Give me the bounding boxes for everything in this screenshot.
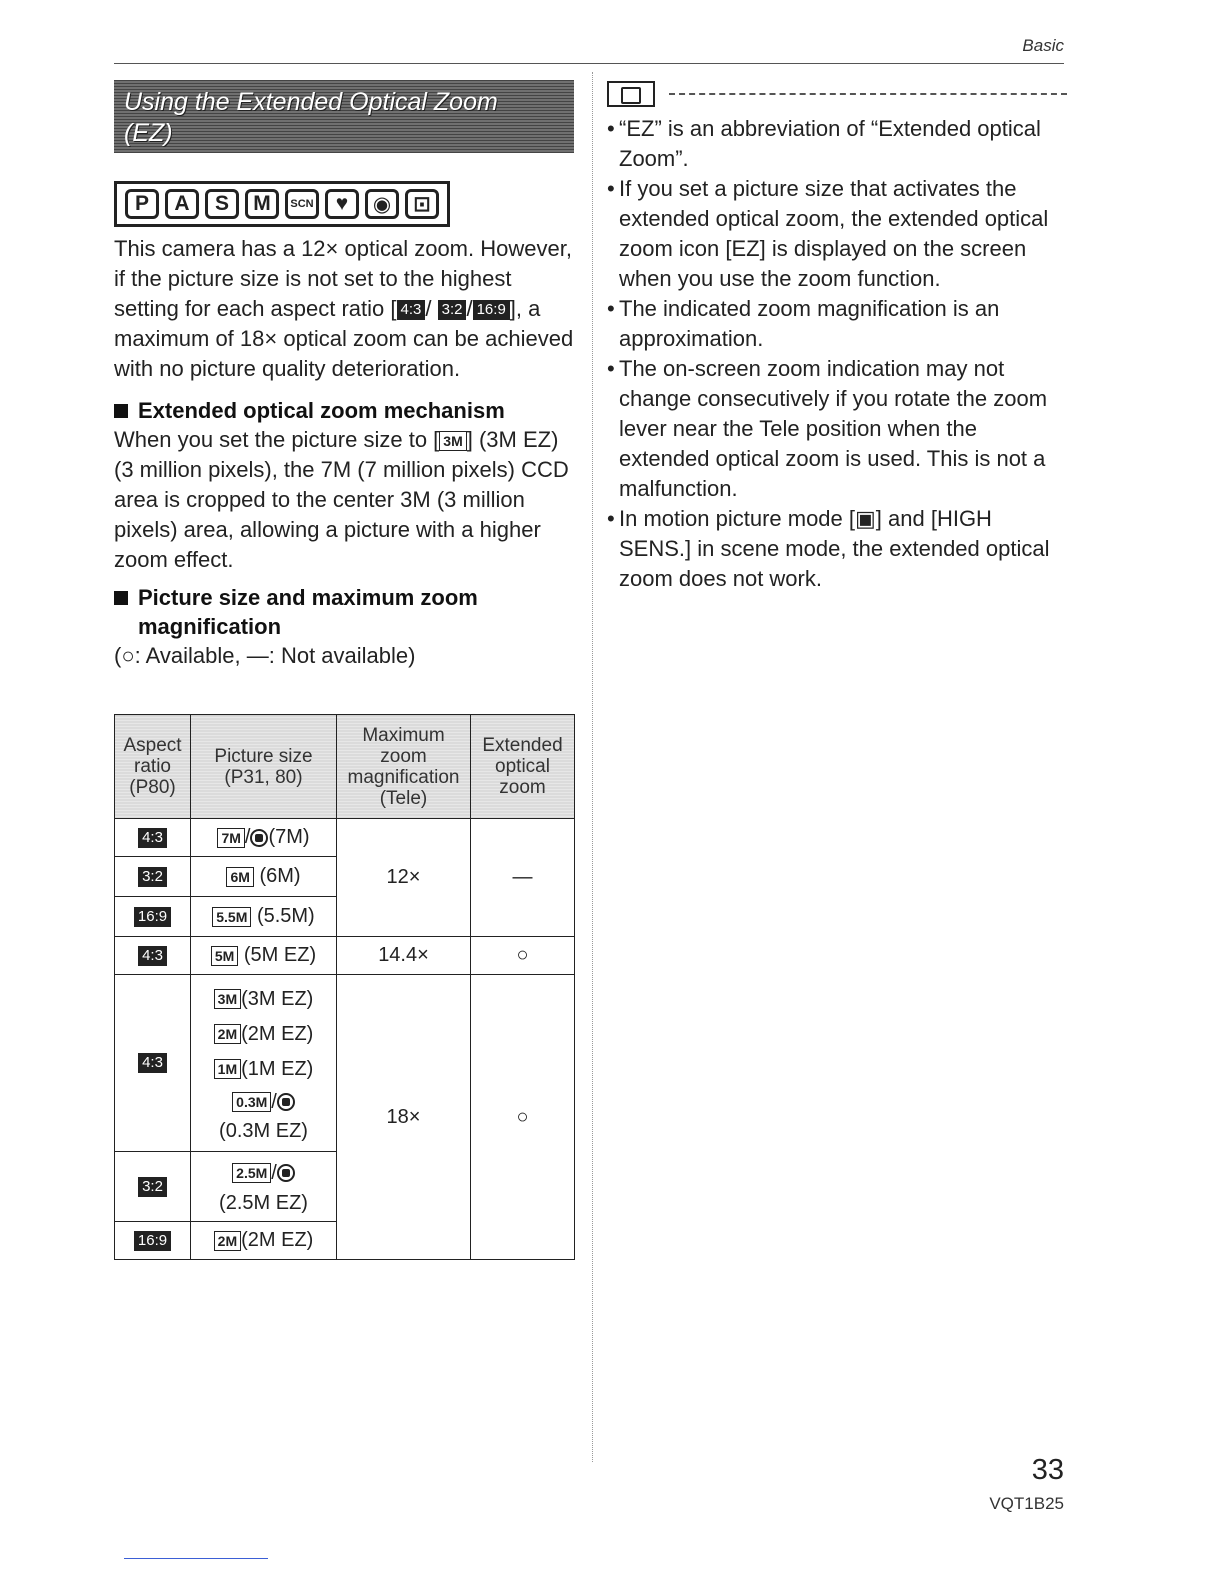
note-item: • The on-screen zoom indication may not change consecutively if you rotate the zoom lever near the Tele position when the extended optical zoom is used. This is not a malfunction.: [607, 354, 1067, 504]
size-3m-icon: 3M: [439, 431, 466, 451]
header-max-zoom: Maximum zoom magnification (Tele): [337, 715, 471, 819]
mode-icons: [114, 181, 450, 227]
note-item: • In motion picture mode [▣] and [HIGH SENS.] in scene mode, the extended optical zoom does not work.: [607, 504, 1067, 594]
page-number: 33: [1031, 1454, 1064, 1486]
intro-sep-2: /: [466, 296, 473, 321]
header-rule: [114, 63, 1064, 64]
note-header: [607, 80, 1067, 108]
note-item: • “EZ” is an abbreviation of “Extended optical Zoom”.: [607, 114, 1067, 174]
size-label: (3M EZ): [241, 987, 314, 1010]
size-icon: 5M: [211, 946, 238, 966]
size-icon: 3M: [214, 989, 241, 1009]
size-label: (2.5M EZ): [219, 1191, 308, 1214]
program-mode-icon: P: [125, 189, 159, 219]
table-row: 3:2 2.5M / (2.5M EZ): [115, 1152, 575, 1222]
aspect-badge: 4:3: [138, 828, 167, 848]
size-icon: 7M: [217, 828, 244, 848]
size-icon: 1M: [214, 1059, 241, 1079]
intro-sep-1: /: [425, 296, 432, 321]
intro-text-1: This camera has a 12× optical zoom. However, if the picture size is not set to the highest setting for each aspect ratio [: [114, 236, 572, 321]
ez-value: ○: [471, 975, 575, 1260]
document-code: VQT1B25: [989, 1494, 1064, 1513]
size-icon: 6M: [226, 867, 253, 887]
size-icon: 0.3M: [232, 1092, 271, 1112]
square-bullet-icon: [114, 591, 128, 605]
header-extended-zoom: Extended optical zoom: [471, 715, 575, 819]
manual-mode-icon: M: [245, 189, 279, 219]
intro-text-2: ], a maximum of 18× optical zoom can be achieved with no picture quality deterioration.: [114, 296, 574, 381]
intelligent-auto-icon: [277, 1093, 295, 1111]
right-column: [607, 80, 1067, 594]
table-row: [115, 937, 575, 975]
scene-mode-icon: SCN: [285, 189, 319, 219]
size-label: (2M EZ): [241, 1229, 314, 1251]
size-icon: 2M: [214, 1231, 241, 1251]
aspect-badge: 4:3: [138, 1053, 167, 1073]
intro-paragraph: [114, 234, 574, 384]
header-aspect-ratio: Aspect ratio (P80): [115, 715, 191, 819]
intelligent-auto-icon: [277, 1164, 295, 1182]
zoom-table: [114, 714, 575, 1260]
section-title: [114, 80, 574, 153]
ez-value: ○: [471, 937, 575, 975]
mechanism-paragraph: [114, 425, 574, 575]
mechanism-text-2: ] (3M EZ) (3 million pixels), the 7M (7 million pixels) CCD area is cropped to the center 3M (3 million pixels) area, allowing a picture with a higher zoom effect.: [114, 427, 569, 572]
baby-mode-icon: ♥: [325, 189, 359, 219]
title-line-1: Using the Extended Optical Zoom: [124, 88, 498, 116]
size-label: (2M EZ): [241, 1022, 314, 1045]
aspect-badge: 3:2: [138, 1177, 167, 1197]
note-icon: [607, 81, 655, 107]
table-row: 4:3 7M / (7M) 12× —: [115, 819, 575, 857]
size-label: (6M): [259, 865, 301, 887]
size-label: (5.5M): [256, 905, 315, 927]
mechanism-text-1: When you set the picture size to [: [114, 427, 440, 452]
table-header-row: [115, 715, 575, 819]
title-line-2: (EZ): [124, 119, 173, 147]
header-picture-size: Picture size (P31, 80): [191, 715, 337, 819]
notes-list: [607, 114, 1067, 594]
left-column: [114, 234, 574, 671]
ez-value: —: [471, 819, 575, 937]
bottom-rule: [124, 1558, 268, 1559]
size-heading-line-1: Picture size and maximum zoom: [138, 585, 478, 610]
note-item: • If you set a picture size that activates the extended optical zoom, the extended optical zoom icon [EZ] is displayed on the screen when you use the zoom function.: [607, 174, 1067, 294]
shutter-mode-icon: S: [205, 189, 239, 219]
dashed-divider: [669, 93, 1067, 95]
aperture-mode-icon: A: [165, 189, 199, 219]
ratio-3-2-icon: 3:2: [438, 300, 467, 320]
size-label: (0.3M EZ): [219, 1119, 308, 1142]
ratio-4-3-icon: 4:3: [397, 300, 426, 320]
section-label: Basic: [1022, 36, 1064, 55]
zoom-value: 14.4×: [337, 937, 471, 975]
aspect-badge: 16:9: [134, 907, 171, 927]
size-label: (1M EZ): [241, 1057, 314, 1080]
zoom-value: 12×: [337, 819, 471, 937]
clipboard-mode-icon: ⊡: [405, 189, 439, 219]
intelligent-auto-icon: ◉: [365, 189, 399, 219]
table-row: 4:3 3M (3M EZ) 2M (2M EZ) 1M (1M EZ) 0.3M / (0.3M EZ) 18× ○: [115, 975, 575, 1152]
size-heading-line-2: magnification: [138, 614, 282, 639]
intelligent-auto-icon: [250, 829, 268, 847]
size-label: (5M EZ): [243, 944, 317, 966]
aspect-badge: 4:3: [138, 946, 167, 966]
note-item: • The indicated zoom magnification is an approximation.: [607, 294, 1067, 354]
size-icon: 2.5M: [232, 1163, 271, 1183]
column-divider: [592, 72, 593, 1462]
ratio-16-9-icon: 16:9: [473, 300, 510, 320]
aspect-badge: 3:2: [138, 867, 167, 887]
aspect-badge: 16:9: [134, 1231, 171, 1251]
zoom-value: 18×: [337, 975, 471, 1260]
size-heading: [114, 583, 574, 641]
mechanism-heading: [114, 396, 574, 425]
size-icon: 2M: [214, 1024, 241, 1044]
size-label: (7M): [268, 826, 310, 848]
size-icon: 5.5M: [212, 907, 251, 927]
square-bullet-icon: [114, 404, 128, 418]
availability-legend: (○: Available, —: Not available): [114, 643, 416, 668]
mechanism-heading-text: Extended optical zoom mechanism: [138, 398, 505, 423]
